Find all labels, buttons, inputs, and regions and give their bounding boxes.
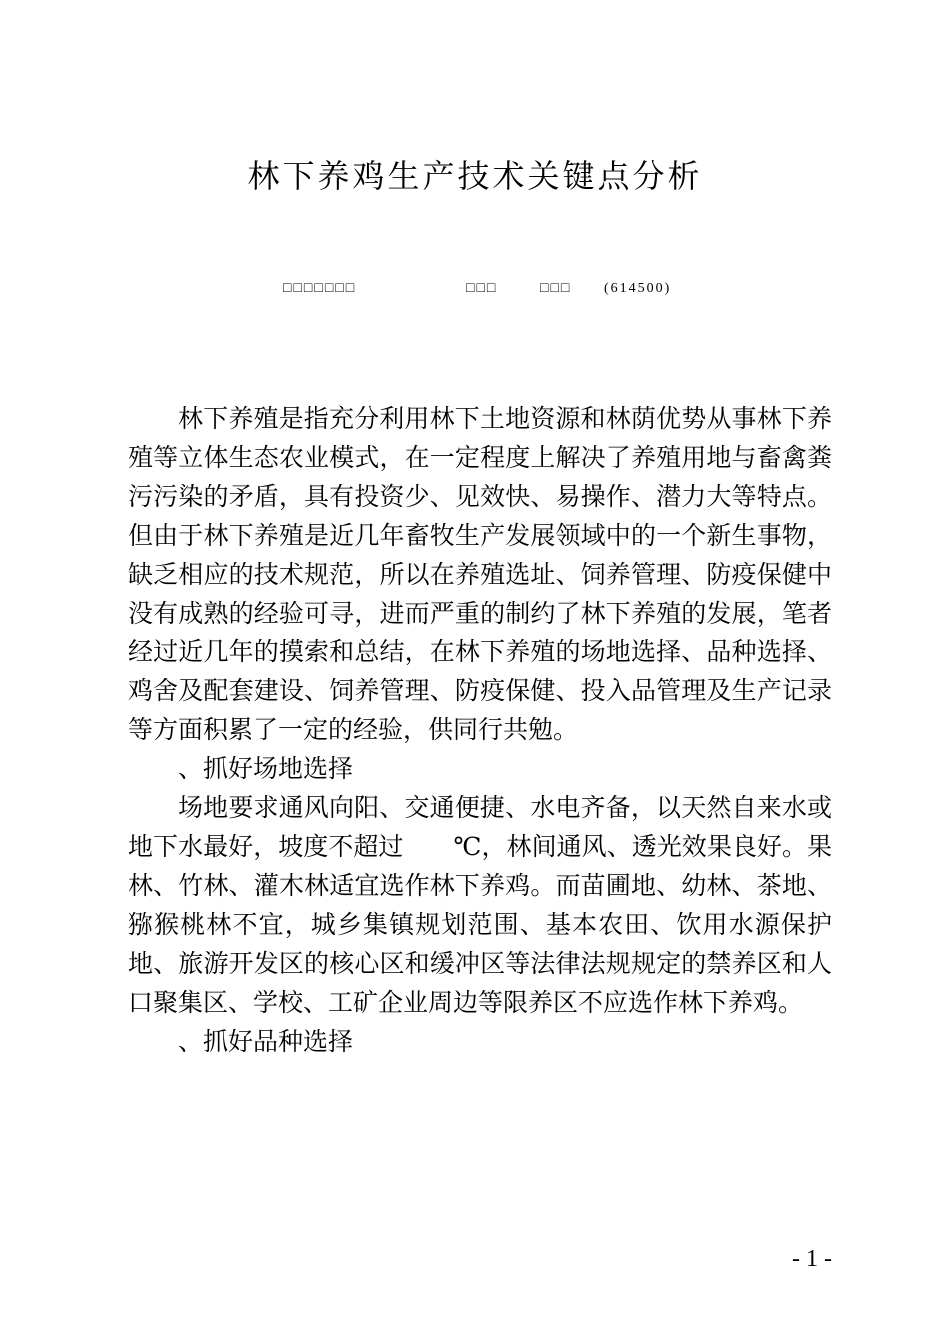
author-name-2: □□□: [540, 281, 572, 296]
author-line: [0, 278, 950, 300]
section-heading-breed-selection: 、抓好品种选择: [178, 1026, 354, 1056]
document-body: [128, 400, 832, 1061]
author-postal-code: (614500): [604, 281, 672, 296]
section-heading-site-selection: 、抓好场地选择: [178, 754, 354, 784]
document-title: 林下养鸡生产技术关键点分析: [247, 157, 703, 195]
author-name-1: □□□: [466, 281, 498, 296]
author-organization: □□□□□□□: [283, 281, 357, 296]
page-number: - 1 -: [792, 1246, 832, 1272]
paragraph-intro: 林下养殖是指充分利用林下土地资源和林荫优势从事林下养殖等立体生态农业模式，在一定程度上解决了养殖用地与畜禽粪污污染的矛盾，具有投资少、见效快、易操作、潜力大等特点。但由于林下养殖是近几年畜牧生产发展领域中的一个新生事物，缺乏相应的技术规范，所以在养殖选址、饲养管理、防疫保健中没有成熟的经验可寻，进而严重的制约了林下养殖的发展，笔者经过近几年的摸索和总结，在林下养殖的场地选择、品种选择、鸡舍及配套建设、饲养管理、防疫保健、投入品管理及生产记录等方面积累了一定的经验，供同行共勉。: [128, 404, 832, 745]
paragraph-site-selection: 场地要求通风向阳、交通便捷、水电齐备，以天然自来水或地下水最好，坡度不超过 ℃，林间通风、透光效果良好。果林、竹林、灌木林适宜选作林下养鸡。而苗圃地、幼林、茶地、猕猴桃林不宜，城乡集镇规划范围、基本农田、饮用水源保护地、旅游开发区的核心区和缓冲区等法律法规规定的禁养区和人口聚集区、学校、工矿企业周边等限养区不应选作林下养鸡。: [128, 793, 832, 1017]
